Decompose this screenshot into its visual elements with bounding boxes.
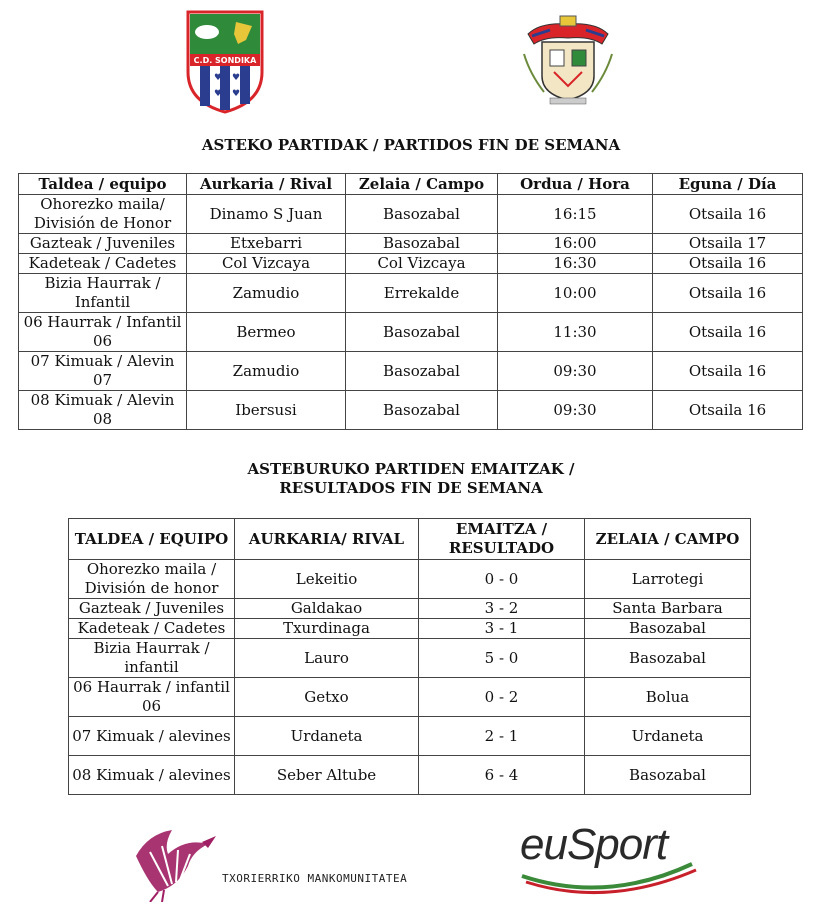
sondika-crest-logo	[186, 10, 264, 114]
table-row	[69, 639, 751, 678]
time-cell: 10:00	[498, 274, 653, 313]
schedule-header-cell: Taldea / equipo	[19, 174, 187, 195]
table-row	[69, 678, 751, 717]
team-cell: Kadeteak / Cadetes	[19, 254, 187, 274]
svg-text:♥: ♥	[232, 73, 241, 83]
results-header-row	[69, 519, 751, 560]
score-cell: 5 - 0	[419, 639, 585, 678]
table-row	[19, 313, 803, 352]
results-header-cell: EMAITZA / RESULTADO	[419, 519, 585, 560]
results-header-cell: ZELAIA / CAMPO	[585, 519, 751, 560]
table-row	[19, 195, 803, 234]
eusport-logo-text: euSport	[520, 820, 668, 869]
field-cell: Basozabal	[346, 313, 498, 352]
rival-cell: Lauro	[235, 639, 419, 678]
day-cell: Otsaila 16	[653, 195, 803, 234]
municipal-coat-of-arms	[520, 14, 616, 106]
rival-cell: Bermeo	[187, 313, 346, 352]
day-cell: Otsaila 16	[653, 254, 803, 274]
team-cell: Ohorezko maila / División de honor	[69, 560, 235, 599]
day-cell: Otsaila 16	[653, 274, 803, 313]
txorierri-logo	[128, 826, 468, 902]
rival-cell: Etxebarri	[187, 234, 346, 254]
score-cell: 0 - 2	[419, 678, 585, 717]
time-cell: 16:00	[498, 234, 653, 254]
results-title-line2: RESULTADOS FIN DE SEMANA	[279, 479, 543, 497]
time-cell: 09:30	[498, 391, 653, 430]
crest-text: C.D. SONDIKA	[193, 56, 257, 65]
score-cell: 2 - 1	[419, 717, 585, 756]
score-cell: 3 - 1	[419, 619, 585, 639]
txorierri-bird-icon	[128, 826, 218, 902]
team-cell: 06 Haurrak / Infantil 06	[19, 313, 187, 352]
field-cell: Errekalde	[346, 274, 498, 313]
team-cell: 08 Kimuak / Alevin 08	[19, 391, 187, 430]
rival-cell: Ibersusi	[187, 391, 346, 430]
table-row	[19, 352, 803, 391]
schedule-header-cell: Aurkaria / Rival	[187, 174, 346, 195]
table-row	[19, 234, 803, 254]
table-row	[69, 619, 751, 639]
team-cell: 08 Kimuak / alevines	[69, 756, 235, 795]
results-title	[0, 460, 822, 498]
field-cell: Basozabal	[585, 639, 751, 678]
schedule-header-cell: Ordua / Hora	[498, 174, 653, 195]
score-cell: 3 - 2	[419, 599, 585, 619]
schedule-header-row	[19, 174, 803, 195]
schedule-header-cell: Eguna / Día	[653, 174, 803, 195]
team-cell: Bizia Haurrak / infantil	[69, 639, 235, 678]
time-cell: 11:30	[498, 313, 653, 352]
rival-cell: Galdakao	[235, 599, 419, 619]
field-cell: Col Vizcaya	[346, 254, 498, 274]
score-cell: 0 - 0	[419, 560, 585, 599]
day-cell: Otsaila 17	[653, 234, 803, 254]
schedule-header-cell: Zelaia / Campo	[346, 174, 498, 195]
rival-cell: Zamudio	[187, 352, 346, 391]
field-cell: Urdaneta	[585, 717, 751, 756]
team-cell: 06 Haurrak / infantil 06	[69, 678, 235, 717]
rival-cell: Lekeitio	[235, 560, 419, 599]
table-row	[19, 254, 803, 274]
field-cell: Basozabal	[585, 619, 751, 639]
team-cell: 07 Kimuak / Alevin 07	[19, 352, 187, 391]
field-cell: Basozabal	[346, 195, 498, 234]
results-header-cell: AURKARIA/ RIVAL	[235, 519, 419, 560]
svg-text:♥: ♥	[214, 89, 223, 99]
table-row	[69, 717, 751, 756]
eusport-logo	[516, 812, 706, 902]
time-cell: 16:30	[498, 254, 653, 274]
rival-cell: Zamudio	[187, 274, 346, 313]
txorierri-logo-text: TXORIERRIKO MANKOMUNITATEA	[222, 872, 408, 885]
day-cell: Otsaila 16	[653, 313, 803, 352]
time-cell: 16:15	[498, 195, 653, 234]
field-cell: Santa Barbara	[585, 599, 751, 619]
team-cell: Bizia Haurrak / Infantil	[19, 274, 187, 313]
results-table	[68, 518, 751, 795]
results-header-cell: TALDEA / EQUIPO	[69, 519, 235, 560]
team-cell: Gazteak / Juveniles	[69, 599, 235, 619]
field-cell: Bolua	[585, 678, 751, 717]
results-title-line1: ASTEBURUKO PARTIDEN EMAITZAK /	[247, 460, 575, 478]
field-cell: Basozabal	[585, 756, 751, 795]
field-cell: Basozabal	[346, 391, 498, 430]
field-cell: Basozabal	[346, 352, 498, 391]
team-cell: Ohorezko maila/ División de Honor	[19, 195, 187, 234]
field-cell: Basozabal	[346, 234, 498, 254]
score-cell: 6 - 4	[419, 756, 585, 795]
rival-cell: Dinamo S Juan	[187, 195, 346, 234]
rival-cell: Txurdinaga	[235, 619, 419, 639]
table-row	[19, 391, 803, 430]
team-cell: Gazteak / Juveniles	[19, 234, 187, 254]
table-row	[19, 274, 803, 313]
table-row	[69, 756, 751, 795]
day-cell: Otsaila 16	[653, 391, 803, 430]
field-cell: Larrotegi	[585, 560, 751, 599]
rival-cell: Seber Altube	[235, 756, 419, 795]
svg-text:♥: ♥	[232, 89, 241, 99]
team-cell: 07 Kimuak / alevines	[69, 717, 235, 756]
team-cell: Kadeteak / Cadetes	[69, 619, 235, 639]
eusport-swoosh-icon	[516, 812, 706, 902]
schedule-table	[18, 173, 803, 430]
rival-cell: Getxo	[235, 678, 419, 717]
schedule-title: ASTEKO PARTIDAK / PARTIDOS FIN DE SEMANA	[201, 136, 621, 154]
rival-cell: Col Vizcaya	[187, 254, 346, 274]
svg-text:♥: ♥	[214, 73, 223, 83]
table-row	[69, 599, 751, 619]
table-row	[69, 560, 751, 599]
rival-cell: Urdaneta	[235, 717, 419, 756]
time-cell: 09:30	[498, 352, 653, 391]
day-cell: Otsaila 16	[653, 352, 803, 391]
